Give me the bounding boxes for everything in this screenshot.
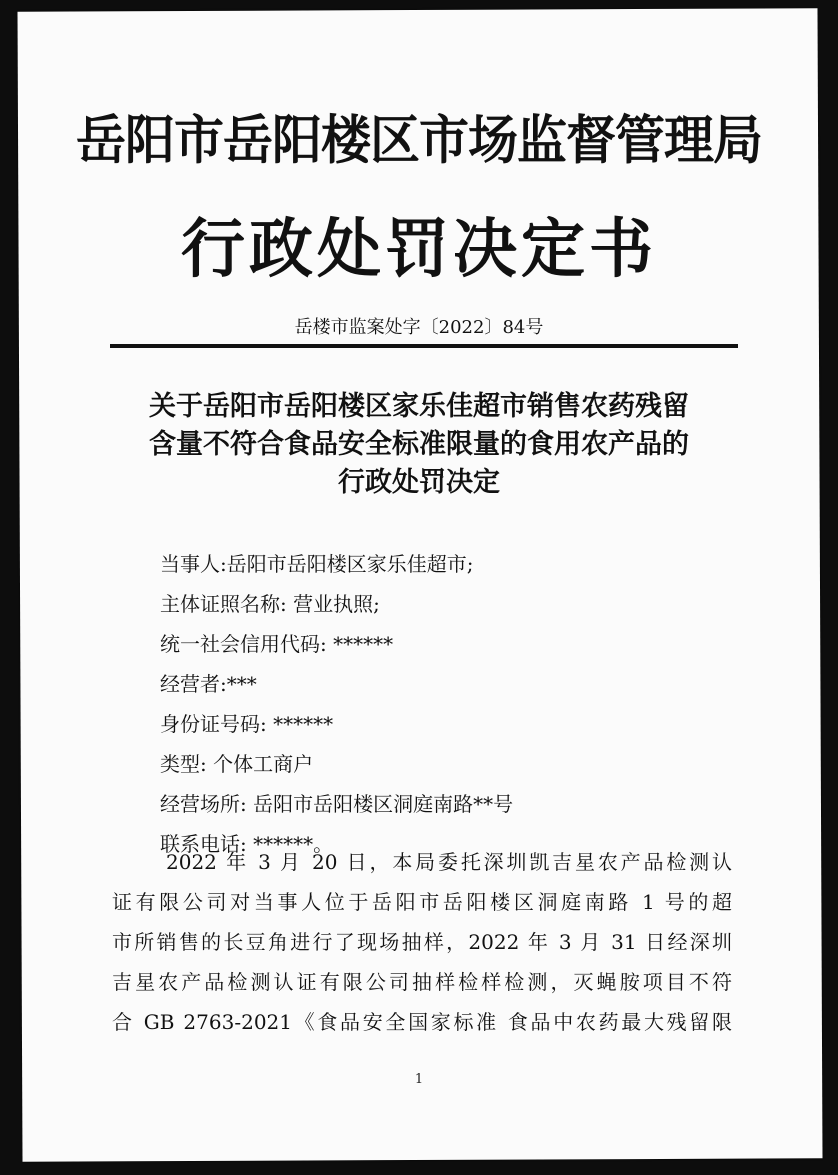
body-line: 市所销售的长豆角进行了现场抽样，2022 年 3 月 31 日经深圳 — [112, 930, 732, 954]
body-paragraph — [112, 842, 732, 1042]
party-name: 当事人:岳阳市岳阳楼区家乐佳超市; — [160, 552, 474, 576]
heading-line: 含量不符合食品安全标准限量的食用农产品的 — [149, 429, 689, 460]
contact-phone: 联系电话: ******。 — [160, 832, 334, 856]
id-number: 身份证号码: ****** — [160, 712, 334, 736]
organization-title: 岳阳市岳阳楼区市场监督管理局 — [76, 108, 762, 171]
body-line: 吉星农产品检测认证有限公司抽样检样检测，灭蝇胺项目不符 — [112, 970, 732, 994]
business-type: 类型: 个体工商户 — [160, 752, 314, 776]
body-line: 合 GB 2763-2021《食品安全国家标准 食品中农药最大残留限 — [112, 1010, 732, 1034]
decision-heading — [0, 388, 838, 502]
document-number: 岳楼市监案处字〔2022〕84号 — [294, 317, 544, 338]
party-info — [160, 544, 513, 864]
operator: 经营者:*** — [160, 672, 257, 696]
heading-line: 关于岳阳市岳阳楼区家乐佳超市销售农药残留 — [149, 391, 689, 422]
heading-line: 行政处罚决定 — [338, 467, 500, 498]
document-title: 行政处罚决定书 — [181, 212, 657, 287]
body-line: 证有限公司对当事人位于岳阳市岳阳楼区洞庭南路 1 号的超 — [112, 890, 732, 914]
business-address: 经营场所: 岳阳市岳阳楼区洞庭南路**号 — [160, 792, 514, 816]
credit-code: 统一社会信用代码: ****** — [160, 632, 394, 656]
page-number: 1 — [414, 1072, 424, 1087]
body-line: 2022 年 3 月 20 日，本局委托深圳凯吉星农产品检测认 — [166, 850, 732, 874]
header-divider — [110, 344, 738, 348]
license-name: 主体证照名称: 营业执照; — [160, 592, 380, 616]
